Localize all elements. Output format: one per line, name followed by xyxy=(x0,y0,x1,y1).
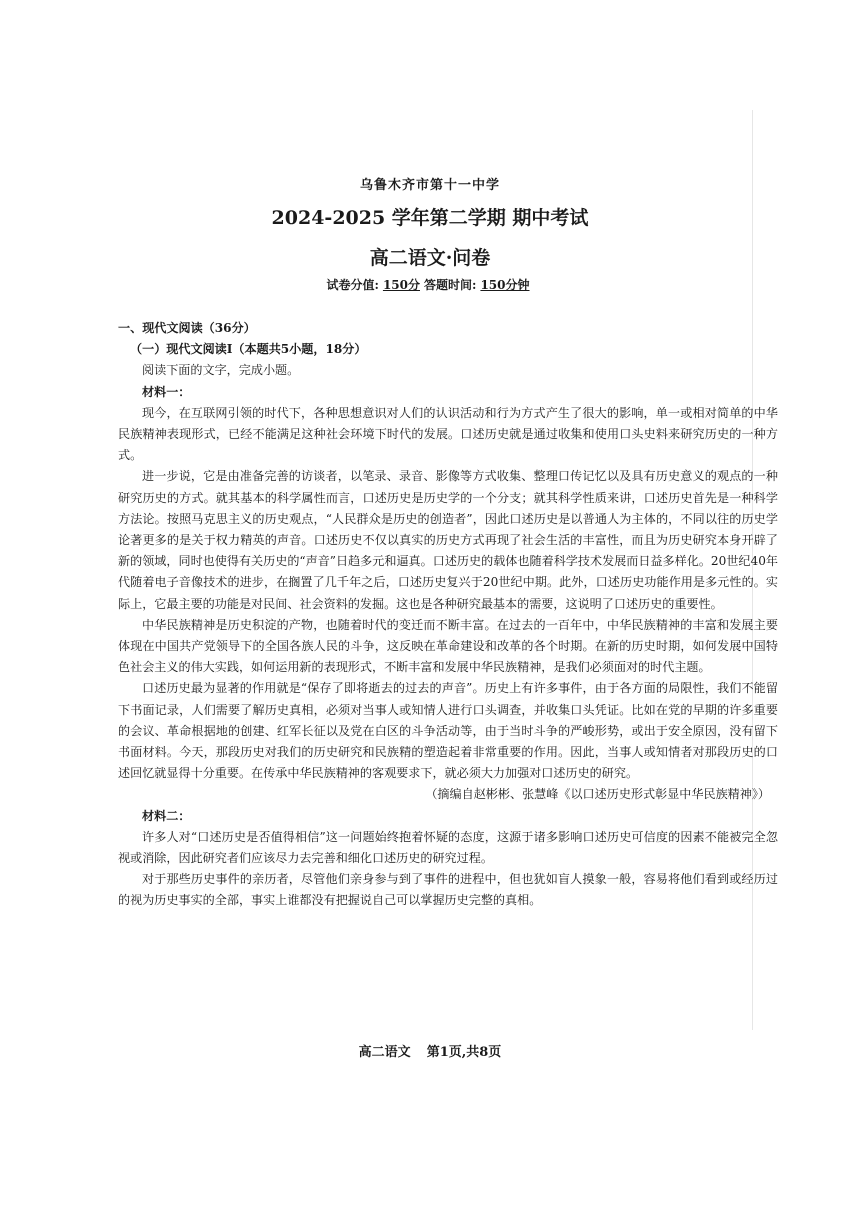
footer-subject: 高二语文 xyxy=(358,1045,411,1060)
material-one-paragraph: 口述历史最为显著的作用就是“保存了即将逝去的过去的声音”。历史上有许多事件，由于各方面的局限性，我们不能留下书面记录，人们需要了解历史真相，必须对当事人或知情人进行口头调查，并收集口头凭证。比如在党的早期的许多重要的会议、革命根据地的创建、红军长征以及党在白区的斗争活动等，由于当时斗争的严峻形势，或出于安全原因，没有留下书面材料。今天，那段历史对我们的历史研究和民族精的塑造起着非常重要的作用。因此，当事人或知情者对那段历史的口述回忆就显得十分重要。在传承中华民族精神的客观要求下，就必须大力加强对口述历史的研究。 xyxy=(118,681,778,781)
instruction-text: 阅读下面的文字，完成小题。 xyxy=(142,363,300,378)
material-one-paragraph: 中华民族精神是历史积淀的产物，也随着时代的变迁而不断丰富。在过去的一百年中，中华民族精神的丰富和发展主要体现在中国共产党领导下的全国各族人民的斗争，这反映在革命建设和改革的各个时期。在新的历史时期，如何发展中国特色社会主义的伟大实践，如何运用新的表现形式，不断丰富和发展中华民族精神，是我们必须面对的时代主题。 xyxy=(118,617,778,675)
subsection-heading: （一）现代文阅读Ⅰ（本题共5小题，18分） xyxy=(130,342,367,357)
exam-meta-line xyxy=(0,276,860,293)
exam-term-title: 2024-2025 学年第二学期 期中考试 xyxy=(271,207,589,229)
material-one-paragraph: 现今，在互联网引领的时代下，各种思想意识对人们的认识活动和行为方式产生了很大的影响，单一或相对简单的中华民族精神表现形式，已经不能满足这种社会环境下时代的发展。口述历史就是通过收集和使用口头史料来研究历史的一种方式。 xyxy=(118,405,778,463)
material-two-label: 材料二： xyxy=(142,808,191,823)
material-one-paragraph: 进一步说，它是由准备完善的访谈者，以笔录、录音、影像等方式收集、整理口传记忆以及具有历史意义的观点的一种研究历史的方式。就其基本的科学属性而言，口述历史是历史学的一个分支；就其科学性质来讲，口述历史首先是一种科学方法论。按照马克思主义的历史观点，“人民群众是历史的创造者”，因此口述历史是以普通人为主体的，不同以往的历史学论著更多的是关于权力精英的声音。口述历史不仅以真实的历史方式再现了社会生活的丰富性，而且为历史研究本身开辟了新的领域，同时也使得有关历史的“声音”日趋多元和逼真。口述历史的载体也随着科学技术发展而日益多样化。20世纪40年代随着电子音像技术的进步，在搁置了几千年之后，口述历史复兴于20世纪中期。此外，口述历史功能作用是多元性的。实际上，它最主要的功能是对民间、社会资料的发掘。这也是各种研究最基本的需要，这说明了口述历史的重要性。 xyxy=(118,469,778,611)
material-one-label: 材料一： xyxy=(142,384,191,399)
score-label: 试卷分值: xyxy=(326,278,379,292)
time-label: 答题时间: xyxy=(424,278,477,292)
time-value: 150分钟 xyxy=(480,278,530,292)
material-one-source: （摘编自赵彬彬、张慧峰《以口述历史形式彰显中华民族精神》） xyxy=(425,787,770,802)
section-heading: 一、现代文阅读（36分） xyxy=(118,321,256,335)
school-name: 乌鲁木齐市第十一中学 xyxy=(359,178,500,193)
paper-subject-title: 高二语文·问卷 xyxy=(369,247,491,269)
reading-content xyxy=(118,318,778,912)
page-footer xyxy=(0,1041,860,1060)
footer-page-number: 第1页,共8页 xyxy=(426,1045,502,1060)
score-value: 150分 xyxy=(382,278,420,292)
material-two-paragraph: 对于那些历史事件的亲历者，尽管他们亲身参与到了事件的进程中，但也犹如盲人摸象一般，容易将他们看到或经历过的视为历史事实的全部，事实上谁都没有把握说自己可以掌握历史完整的真相。 xyxy=(118,872,778,908)
material-two-paragraph: 许多人对“口述历史是否值得相信”这一问题始终抱着怀疑的态度，这源于诸多影响口述历史可信度的因素不能被完全忽视或消除，因此研究者们应该尽力去完善和细化口述历史的研究过程。 xyxy=(118,829,778,866)
